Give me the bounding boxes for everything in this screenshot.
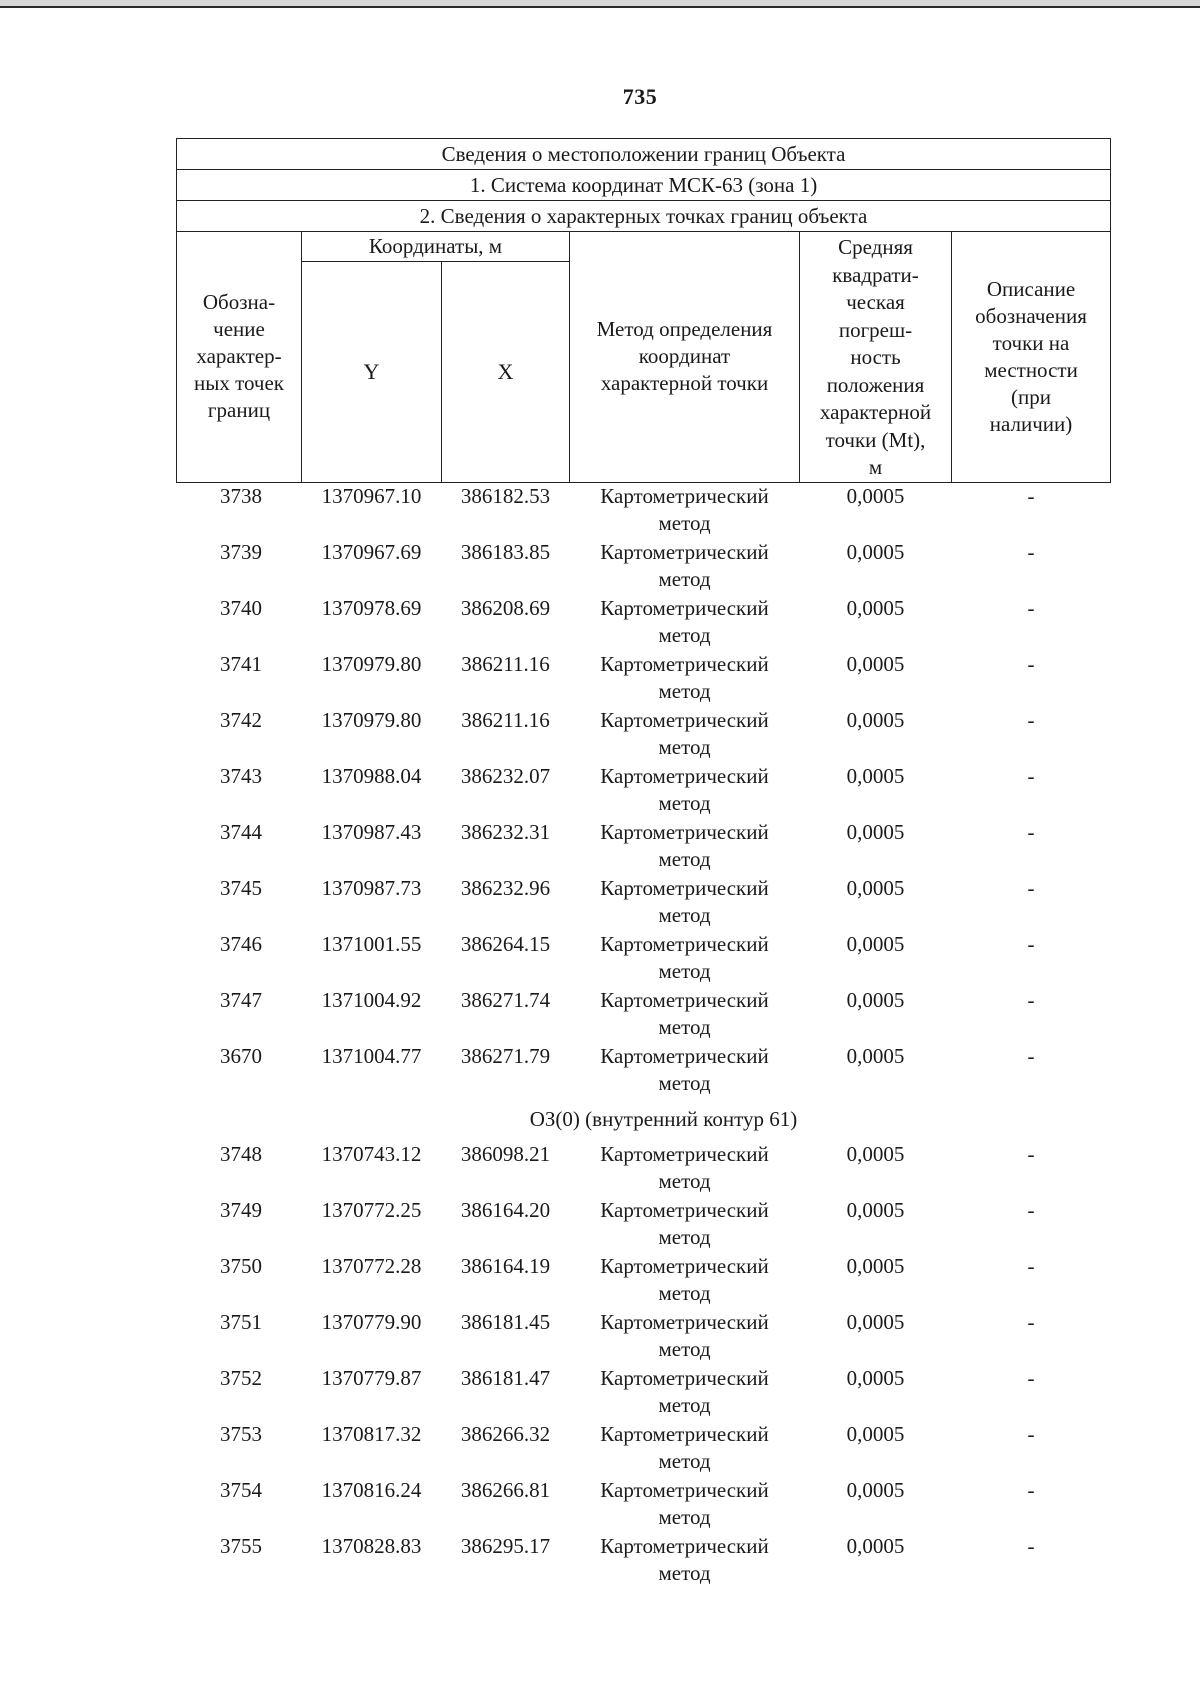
points-section-title: 2. Сведения о характерных точках границ объекта xyxy=(177,201,1111,232)
table-row xyxy=(177,1421,1111,1477)
coordinate-x: 386271.79 xyxy=(460,1043,551,1068)
coordinate-x: 386271.74 xyxy=(460,987,551,1012)
points-group-1 xyxy=(177,482,1111,1099)
coordinate-y: 1370978.69 xyxy=(321,595,422,620)
accuracy-value: 0,0005 xyxy=(846,875,905,900)
table-row xyxy=(177,1043,1111,1099)
coordinate-y: 1371004.92 xyxy=(321,987,422,1012)
point-description: - xyxy=(1027,1141,1035,1166)
method: Картометрический метод xyxy=(600,539,769,591)
point-description: - xyxy=(1027,1477,1035,1502)
coordinate-y: 1370772.25 xyxy=(321,1197,422,1222)
accuracy-value: 0,0005 xyxy=(846,987,905,1012)
coordinate-x: 386211.16 xyxy=(461,651,550,676)
coordinate-x: 386208.69 xyxy=(460,595,551,620)
section-divider xyxy=(177,1099,1111,1141)
accuracy-value: 0,0005 xyxy=(846,819,905,844)
coordinate-y: 1370817.32 xyxy=(321,1421,422,1446)
method: Картометрический метод xyxy=(600,1477,769,1529)
coordinate-y: 1370979.80 xyxy=(321,651,422,676)
coordinate-x: 386264.15 xyxy=(460,931,551,956)
accuracy-value: 0,0005 xyxy=(846,1365,905,1390)
point-description: - xyxy=(1027,875,1035,900)
point-number: 3748 xyxy=(220,1141,262,1166)
point-description: - xyxy=(1027,483,1035,508)
point-description: - xyxy=(1027,539,1035,564)
scan-edge xyxy=(0,0,1200,8)
point-description: - xyxy=(1027,1197,1035,1222)
table-row xyxy=(177,595,1111,651)
coordinate-x: 386182.53 xyxy=(460,483,551,508)
coordinate-x: 386181.45 xyxy=(460,1309,551,1334)
method: Картометрический метод xyxy=(600,1421,769,1473)
coordinate-y: 1370816.24 xyxy=(321,1477,422,1502)
coordinate-x: 386232.07 xyxy=(460,763,551,788)
point-number: 3746 xyxy=(220,931,262,956)
accuracy-value: 0,0005 xyxy=(846,1421,905,1446)
accuracy-value: 0,0005 xyxy=(846,1477,905,1502)
method: Картометрический метод xyxy=(600,819,769,871)
method: Картометрический метод xyxy=(600,1141,769,1193)
coordinate-system-title: 1. Система координат МСК-63 (зона 1) xyxy=(177,170,1111,201)
accuracy-value: 0,0005 xyxy=(846,1197,905,1222)
coordinate-x: 386266.32 xyxy=(460,1421,551,1446)
method: Картометрический метод xyxy=(600,651,769,703)
points-group-2 xyxy=(177,1141,1111,1589)
method: Картометрический метод xyxy=(600,1533,769,1585)
point-number: 3742 xyxy=(220,707,262,732)
table-row xyxy=(177,819,1111,875)
point-number: 3753 xyxy=(220,1421,262,1446)
table-row xyxy=(177,539,1111,595)
table-title: Сведения о местоположении границ Объекта xyxy=(177,139,1111,170)
table-row xyxy=(177,875,1111,931)
method: Картометрический метод xyxy=(600,1253,769,1305)
coordinate-y: 1371001.55 xyxy=(321,931,422,956)
accuracy-value: 0,0005 xyxy=(846,707,905,732)
table-row xyxy=(177,1533,1111,1589)
point-number: 3752 xyxy=(220,1365,262,1390)
page-number: 735 xyxy=(622,84,658,109)
header-y: Y xyxy=(302,261,442,482)
header-x: X xyxy=(442,261,570,482)
table-row xyxy=(177,1141,1111,1197)
coordinate-y: 1370967.69 xyxy=(321,539,422,564)
table-row xyxy=(177,931,1111,987)
point-number: 3750 xyxy=(220,1253,262,1278)
point-description: - xyxy=(1027,1365,1035,1390)
header-coordinates: Координаты, м xyxy=(302,232,570,262)
coordinate-y: 1370743.12 xyxy=(321,1141,422,1166)
point-description: - xyxy=(1027,763,1035,788)
header-method: Метод определения координат характерной точки xyxy=(570,232,800,483)
coordinate-y: 1370988.04 xyxy=(321,763,422,788)
table-header xyxy=(177,139,1111,483)
method: Картометрический метод xyxy=(600,1197,769,1249)
point-description: - xyxy=(1027,1421,1035,1446)
method: Картометрический метод xyxy=(600,1309,769,1361)
accuracy-value: 0,0005 xyxy=(846,651,905,676)
coordinate-x: 386211.16 xyxy=(461,707,550,732)
coordinate-x: 386232.31 xyxy=(460,819,551,844)
header-accuracy: Средняя квадрати- ческая погреш- ность положения характерной точки (Mt), м xyxy=(800,232,952,483)
point-description: - xyxy=(1027,1533,1035,1558)
coordinate-x: 386164.19 xyxy=(460,1253,551,1278)
point-description: - xyxy=(1027,819,1035,844)
method: Картометрический метод xyxy=(600,595,769,647)
point-description: - xyxy=(1027,1253,1035,1278)
coordinate-x: 386295.17 xyxy=(460,1533,551,1558)
point-description: - xyxy=(1027,707,1035,732)
header-description: Описание обозначения точки на местности (при наличии) xyxy=(952,232,1111,483)
boundary-points-table xyxy=(176,138,1111,1589)
point-description: - xyxy=(1027,595,1035,620)
point-description: - xyxy=(1027,1309,1035,1334)
point-number: 3741 xyxy=(220,651,262,676)
coordinate-y: 1370979.80 xyxy=(321,707,422,732)
table-row xyxy=(177,1253,1111,1309)
method: Картометрический метод xyxy=(600,707,769,759)
coordinate-x: 386266.81 xyxy=(460,1477,551,1502)
point-number: 3670 xyxy=(220,1043,262,1068)
point-description: - xyxy=(1027,987,1035,1012)
accuracy-value: 0,0005 xyxy=(846,1043,905,1068)
point-number: 3739 xyxy=(220,539,262,564)
table-row xyxy=(177,1365,1111,1421)
point-number: 3751 xyxy=(220,1309,262,1334)
table-row xyxy=(177,1309,1111,1365)
method: Картометрический метод xyxy=(600,931,769,983)
point-description: - xyxy=(1027,931,1035,956)
point-number: 3754 xyxy=(220,1477,262,1502)
coordinate-y: 1370967.10 xyxy=(321,483,422,508)
point-number: 3745 xyxy=(220,875,262,900)
coordinate-y: 1370779.87 xyxy=(321,1365,422,1390)
coordinate-x: 386181.47 xyxy=(460,1365,551,1390)
accuracy-value: 0,0005 xyxy=(846,539,905,564)
point-number: 3740 xyxy=(220,595,262,620)
method: Картометрический метод xyxy=(600,483,769,535)
coordinate-x: 386183.85 xyxy=(460,539,551,564)
table-row xyxy=(177,707,1111,763)
accuracy-value: 0,0005 xyxy=(846,1141,905,1166)
accuracy-value: 0,0005 xyxy=(846,1309,905,1334)
point-number: 3747 xyxy=(220,987,262,1012)
point-number: 3743 xyxy=(220,763,262,788)
method: Картометрический метод xyxy=(600,1043,769,1095)
method: Картометрический метод xyxy=(600,763,769,815)
point-number: 3749 xyxy=(220,1197,262,1222)
coordinate-y: 1371004.77 xyxy=(321,1043,422,1068)
table-row xyxy=(177,1197,1111,1253)
table-row xyxy=(177,651,1111,707)
table-row xyxy=(177,482,1111,539)
point-number: 3755 xyxy=(220,1533,262,1558)
coordinate-y: 1370772.28 xyxy=(321,1253,422,1278)
accuracy-value: 0,0005 xyxy=(846,595,905,620)
coordinate-y: 1370779.90 xyxy=(321,1309,422,1334)
accuracy-value: 0,0005 xyxy=(846,1533,905,1558)
method: Картометрический метод xyxy=(600,987,769,1039)
method: Картометрический метод xyxy=(600,875,769,927)
coordinate-x: 386232.96 xyxy=(460,875,551,900)
point-number: 3738 xyxy=(220,483,262,508)
section-label: ОЗ(0) (внутренний контур 61) xyxy=(529,1107,798,1131)
coordinate-y: 1370987.73 xyxy=(321,875,422,900)
point-description: - xyxy=(1027,651,1035,676)
accuracy-value: 0,0005 xyxy=(846,763,905,788)
coordinate-y: 1370828.83 xyxy=(321,1533,422,1558)
coordinate-x: 386164.20 xyxy=(460,1197,551,1222)
point-number: 3744 xyxy=(220,819,262,844)
coordinate-y: 1370987.43 xyxy=(321,819,422,844)
accuracy-value: 0,0005 xyxy=(846,483,905,508)
header-point: Обозна- чение характер- ных точек границ xyxy=(177,232,302,483)
coordinate-x: 386098.21 xyxy=(460,1141,551,1166)
method: Картометрический метод xyxy=(600,1365,769,1417)
table-row xyxy=(177,763,1111,819)
table-row xyxy=(177,1477,1111,1533)
accuracy-value: 0,0005 xyxy=(846,1253,905,1278)
table-row xyxy=(177,987,1111,1043)
accuracy-value: 0,0005 xyxy=(846,931,905,956)
point-description: - xyxy=(1027,1043,1035,1068)
